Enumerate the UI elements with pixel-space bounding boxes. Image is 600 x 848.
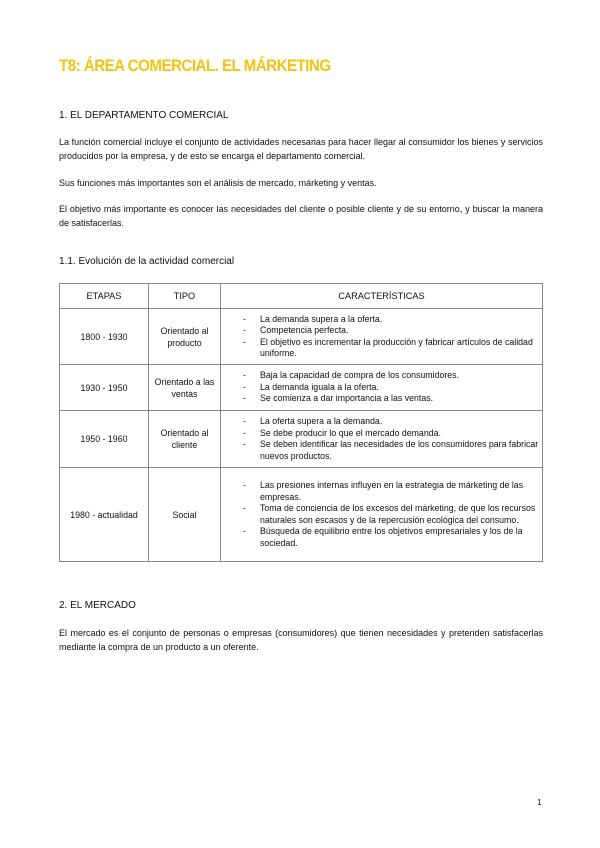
characteristics-cell — [221, 468, 543, 562]
list-item: - Las presiones internas influyen en la estrategia de márketing de las empresas. — [243, 480, 524, 502]
table-header-row — [60, 284, 543, 309]
characteristic-text: Baja la capacidad de compra de los consumidores. — [260, 370, 460, 381]
characteristic-text: Competencia perfecta. — [260, 325, 349, 335]
characteristics-cell — [221, 411, 543, 468]
document-title: T8: ÁREA COMERCIAL. EL MÁRKETING — [59, 57, 331, 75]
type-cell: Social — [149, 468, 221, 562]
characteristics-cell — [221, 365, 543, 411]
list-item: - La oferta supera a la demanda. — [243, 416, 383, 426]
characteristic-text: Toma de conciencia de los excesos del márketing, de que los recursos naturales son escasos y de la repercusión ecológica del consumo. — [260, 503, 536, 525]
paragraph-objetivo: El objetivo más importante es conocer las necesidades del cliente o posible cliente y de su entorno, y buscar la manera de satisfacerlas. — [59, 204, 543, 228]
table-row — [60, 309, 543, 365]
characteristic-text: El objetivo es incrementar la producción y fabricar artículos de calidad uniforme. — [260, 336, 533, 358]
list-item: - Se debe producir lo que el mercado demanda. — [243, 427, 441, 438]
header-caracteristicas: CARACTERÍSTICAS — [221, 284, 543, 309]
table-row — [60, 468, 543, 562]
characteristic-text: Se debe producir lo que el mercado demanda. — [260, 427, 441, 438]
stage-cell: 1980 - actualidad — [60, 468, 149, 562]
list-item: - Se deben identificar las necesidades de los consumidores para fabricar nuevos productos. — [243, 439, 539, 461]
header-etapas: ETAPAS — [60, 284, 149, 309]
characteristic-text: La demanda supera a la oferta. — [260, 313, 383, 324]
type-cell: Orientado al cliente — [149, 411, 221, 468]
characteristic-text: Búsqueda de equilibrio entre los objetivos empresariales y los de la sociedad. — [260, 526, 523, 548]
list-item: - El objetivo es incrementar la producción y fabricar artículos de calidad uniforme. — [243, 336, 533, 358]
paragraph-mercado: El mercado es el conjunto de personas o empresas (consumidores) que tienen necesidades y pretenden satisfacerlas mediante la compra de un producto a un oferente. — [59, 628, 543, 652]
subsection-heading-evolucion: 1.1. Evolución de la actividad comercial — [59, 256, 235, 267]
section-heading-departamento: 1. EL DEPARTAMENTO COMERCIAL — [59, 110, 229, 121]
list-item: - Se comienza a dar importancia a las ventas. — [243, 393, 434, 404]
paragraph-funcion-comercial: La función comercial incluye el conjunto de actividades necesarias para hacer llegar al consumidor los bienes y servicios producidos por la empresa, y de esto se encarga el departamento comercial. — [59, 137, 543, 161]
characteristic-text: La oferta supera a la demanda. — [260, 416, 383, 426]
table-row — [60, 365, 543, 411]
characteristic-text: Se comienza a dar importancia a las ventas. — [260, 393, 434, 404]
evolution-table — [59, 283, 543, 562]
type-cell: Orientado a las ventas — [149, 365, 221, 411]
page-number: 1 — [537, 798, 542, 807]
stage-cell: 1800 - 1930 — [60, 309, 149, 365]
type-cell: Orientado al producto — [149, 309, 221, 365]
list-item: - Competencia perfecta. — [243, 325, 349, 335]
characteristic-text: Las presiones internas influyen en la estrategia de márketing de las empresas. — [260, 480, 524, 502]
section-heading-mercado: 2. EL MERCADO — [59, 600, 136, 611]
characteristics-cell — [221, 309, 543, 365]
list-item: - Toma de conciencia de los excesos del márketing, de que los recursos naturales son escasos y de la repercusión ecológica del consumo. — [243, 503, 536, 525]
table-row — [60, 411, 543, 468]
list-item: - La demanda supera a la oferta. — [243, 313, 383, 324]
paragraph-funciones: Sus funciones más importantes son el análisis de mercado, márketing y ventas. — [59, 178, 377, 188]
characteristic-text: Se deben identificar las necesidades de los consumidores para fabricar nuevos productos. — [260, 439, 539, 461]
header-tipo: TIPO — [149, 284, 221, 309]
list-item: - Baja la capacidad de compra de los consumidores. — [243, 370, 460, 381]
list-item: - Búsqueda de equilibrio entre los objetivos empresariales y los de la sociedad. — [243, 526, 523, 548]
characteristic-text: La demanda iguala a la oferta. — [260, 381, 379, 392]
stage-cell: 1950 - 1960 — [60, 411, 149, 468]
stage-cell: 1930 - 1950 — [60, 365, 149, 411]
list-item: - La demanda iguala a la oferta. — [243, 381, 379, 392]
